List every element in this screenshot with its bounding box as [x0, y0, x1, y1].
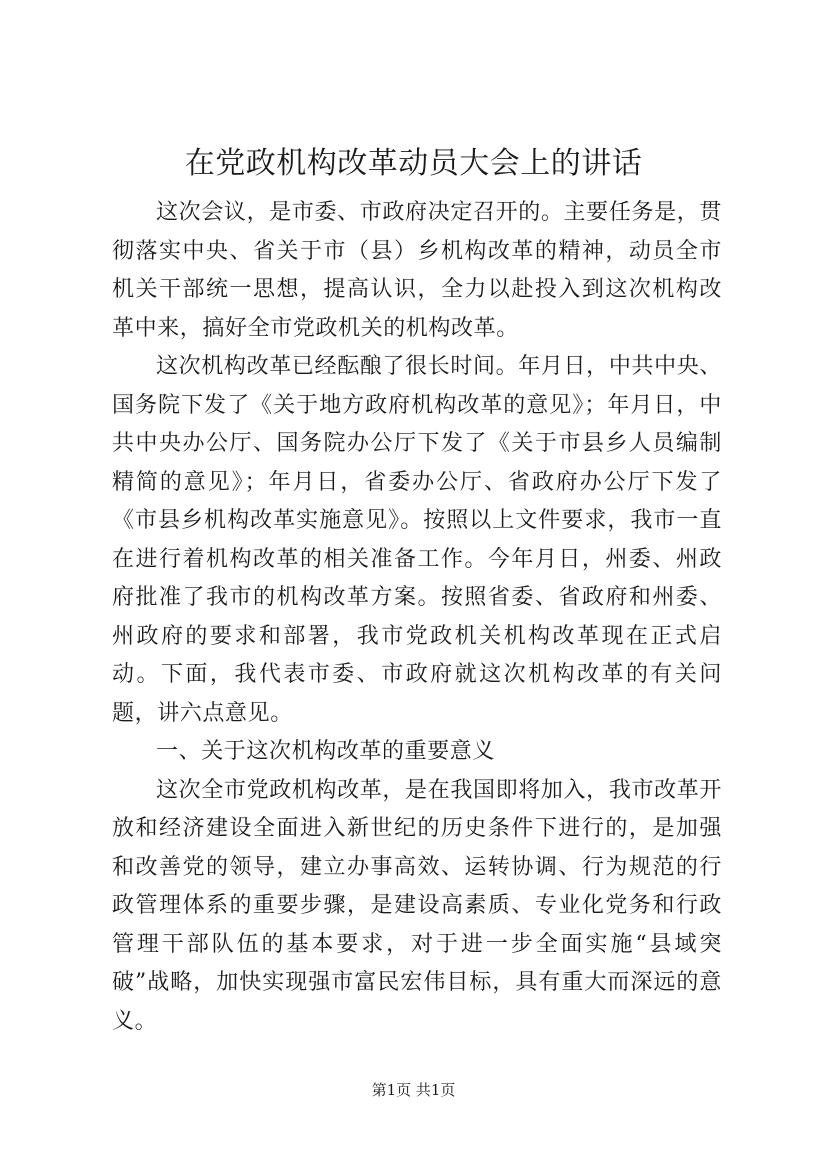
paragraph-intro: 这次会议，是市委、市政府决定召开的。主要任务是，贯彻落实中央、省关于市（县）乡机构改革的精神，动员全市机关干部统一思想，提高认识，全力以赴投入到这次机构改革中来，搞好全市党政机关的机构改革。 — [112, 200, 722, 341]
document-body — [112, 194, 722, 1041]
paragraph-background: 这次机构改革已经酝酿了很长时间。年月日，中共中央、国务院下发了《关于地方政府机构改革的意见》；年月日，中共中央办公厅、国务院办公厅下发了《关于市县乡人员编制精简的意见》；年月日，省委办公厅、省政府办公厅下发了《市县乡机构改革实施意见》。按照以上文件要求，我市一直在进行着机构改革的相关准备工作。今年月日，州委、州政府批准了我市的机构改革方案。按照省委、省政府和州委、州政府的要求和部署，我市党政机关机构改革现在正式启动。下面，我代表市委、市政府就这次机构改革的有关问题，讲六点意见。 — [112, 354, 722, 726]
page-number-footer: 第1页 共1页 — [371, 1081, 456, 1099]
paragraph-significance: 这次全市党政机构改革，是在我国即将加入，我市改革开放和经济建设全面进入新世纪的历史条件下进行的，是加强和改善党的领导，建立办事高效、运转协调、行为规范的行政管理体系的重要步骤，是建设高素质、专业化党务和行政管理干部队伍的基本要求，对于进一步全面实施“县域突破”战略，加快实现强市富民宏伟目标，具有重大而深远的意义。 — [112, 777, 722, 1034]
document-title: 在党政机构改革动员大会上的讲话 — [184, 146, 643, 181]
section-heading: 一、关于这次机构改革的重要意义 — [156, 739, 496, 764]
